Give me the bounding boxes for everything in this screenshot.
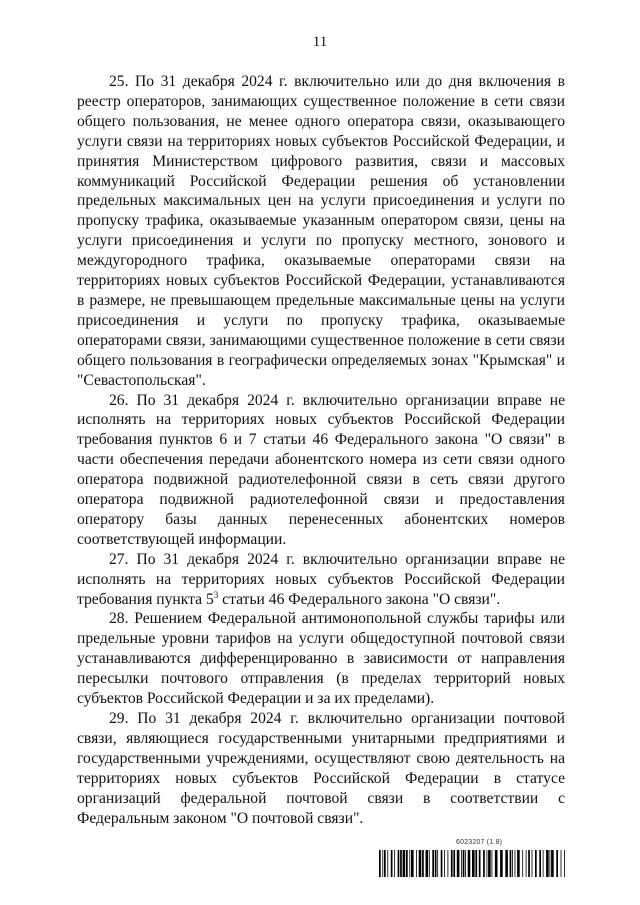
barcode-bar	[379, 850, 381, 877]
barcode-bar	[429, 850, 430, 877]
paragraph-29: 29. По 31 декабря 2024 г. включительно организации почтовой связи, являющиеся государственными унитарными предприятиями и государственными учреждениями, осуществляют свою деятельность на территориях новых субъектов Российской Федерации в статусе организаций федеральной почтовой связи в соответствии с Федеральным законом "О почтовой связи".	[77, 710, 565, 827]
barcode-bar	[426, 850, 429, 877]
barcode-bar	[539, 850, 541, 877]
barcode-bar	[528, 850, 530, 877]
barcode	[379, 850, 565, 877]
barcode-bar	[411, 850, 414, 877]
paragraph-27-text-end: статьи 46 Федерального закона "О связи".	[218, 590, 501, 608]
document-body	[77, 72, 565, 828]
barcode-bar	[550, 850, 551, 877]
barcode-bar	[387, 850, 388, 877]
barcode-bar	[487, 850, 488, 877]
barcode-bar	[441, 850, 443, 877]
barcode-bar	[532, 850, 533, 877]
barcode-bar	[422, 850, 424, 877]
barcode-bar	[461, 850, 462, 877]
barcode-bar	[472, 850, 475, 877]
barcode-bar	[483, 850, 485, 877]
barcode-bar	[468, 850, 471, 877]
document-code: 6023207 (1.8)	[456, 839, 503, 846]
barcode-bar	[406, 850, 408, 877]
barcode-bar	[448, 850, 449, 877]
barcode-bar	[465, 850, 466, 877]
barcode-bar	[546, 850, 549, 877]
barcode-bar	[515, 850, 516, 877]
barcode-bar	[505, 850, 508, 877]
barcode-bar	[457, 850, 460, 877]
paragraph-27-superscript: 3	[213, 589, 219, 600]
barcode-bar	[522, 850, 523, 877]
barcode-bar	[475, 850, 477, 877]
barcode-bar	[535, 850, 537, 877]
paragraph-27	[77, 550, 565, 610]
barcode-bar	[416, 850, 417, 877]
barcode-bar	[444, 850, 445, 877]
barcode-bar	[564, 850, 565, 877]
barcode-bar	[488, 850, 491, 877]
barcode-bar	[391, 850, 393, 877]
barcode-bar	[495, 850, 498, 877]
paragraph-25: 25. По 31 декабря 2024 г. включительно или до дня включения в реестр операторов, занимающих существенное положение в сети связи общего пользования, не менее одного оператора связи, оказывающего услуги связи на территориях новых субъектов Российской Федерации, и принятия Министерством цифрового развития, связи и массовых коммуникаций Российской Федерации решения об установлении предельных максимальных цен на услуги присоединения и услуги по пропуску трафика, оказываемые указанным оператором связи, цены на услуги присоединения и услуги по пропуску местного, зонового и междугородного трафика, оказываемые операторами связи на территориях новых субъектов Российской Федерации, устанавливаются в размере, не превышающем предельные максимальные цены на услуги присоединения и услуги по пропуску трафика, оказываемые операторами связи, занимающими существенное положение в сети связи общего пользования в географически определяемых зонах "Крымская" и "Севастопольская".	[77, 73, 565, 389]
barcode-bar	[526, 850, 527, 877]
barcode-bar	[463, 850, 465, 877]
barcode-bar	[394, 850, 395, 877]
barcode-bar	[419, 850, 422, 877]
barcode-bar	[453, 850, 455, 877]
barcode-bar	[403, 850, 406, 877]
barcode-bar	[384, 850, 386, 877]
barcode-bar	[556, 850, 558, 877]
barcode-bar	[437, 850, 438, 877]
barcode-bar	[435, 850, 437, 877]
barcode-bar	[543, 850, 544, 877]
barcode-bar	[432, 850, 434, 877]
paragraph-26: 26. По 31 декабря 2024 г. включительно организации вправе не исполнять на территориях новых субъектов Российской Федерации требования пунктов 6 и 7 статьи 46 Федерального закона "О связи" в части обеспечения передачи абонентского номера из сети связи одного оператора подвижной радиотелефонной связи в сеть связи другого оператора подвижной радиотелефонной связи и предоставления оператору базы данных перенесенных абонентских номеров соответствующей информации.	[77, 391, 565, 548]
barcode-bar	[561, 850, 562, 877]
barcode-bar	[479, 850, 481, 877]
barcode-bar	[510, 850, 512, 877]
paragraph-27-text-start: 27. По 31 декабря 2024 г. включительно организации вправе не исполнять на территориях новых субъектов Российской Федерации требования пункта 5	[77, 550, 565, 608]
paragraph-28: 28. Решением Федеральной антимонопольной службы тарифы или предельные уровни тарифов на услуги общедоступной почтовой связи устанавливаются дифференцированно в зависимости от направления пересылки почтового отправления (в пределах территорий новых субъектов Российской Федерации и за их пределами).	[77, 610, 565, 708]
barcode-bar	[409, 850, 410, 877]
barcode-bar	[398, 850, 400, 877]
barcode-bar	[382, 850, 383, 877]
barcode-bar	[512, 850, 513, 877]
barcode-bar	[451, 850, 453, 877]
barcode-bar	[551, 850, 554, 877]
page-number: 11	[312, 34, 328, 50]
barcode-bar	[500, 850, 503, 877]
barcode-bar	[492, 850, 493, 877]
barcode-bar	[400, 850, 402, 877]
barcode-bar	[517, 850, 520, 877]
